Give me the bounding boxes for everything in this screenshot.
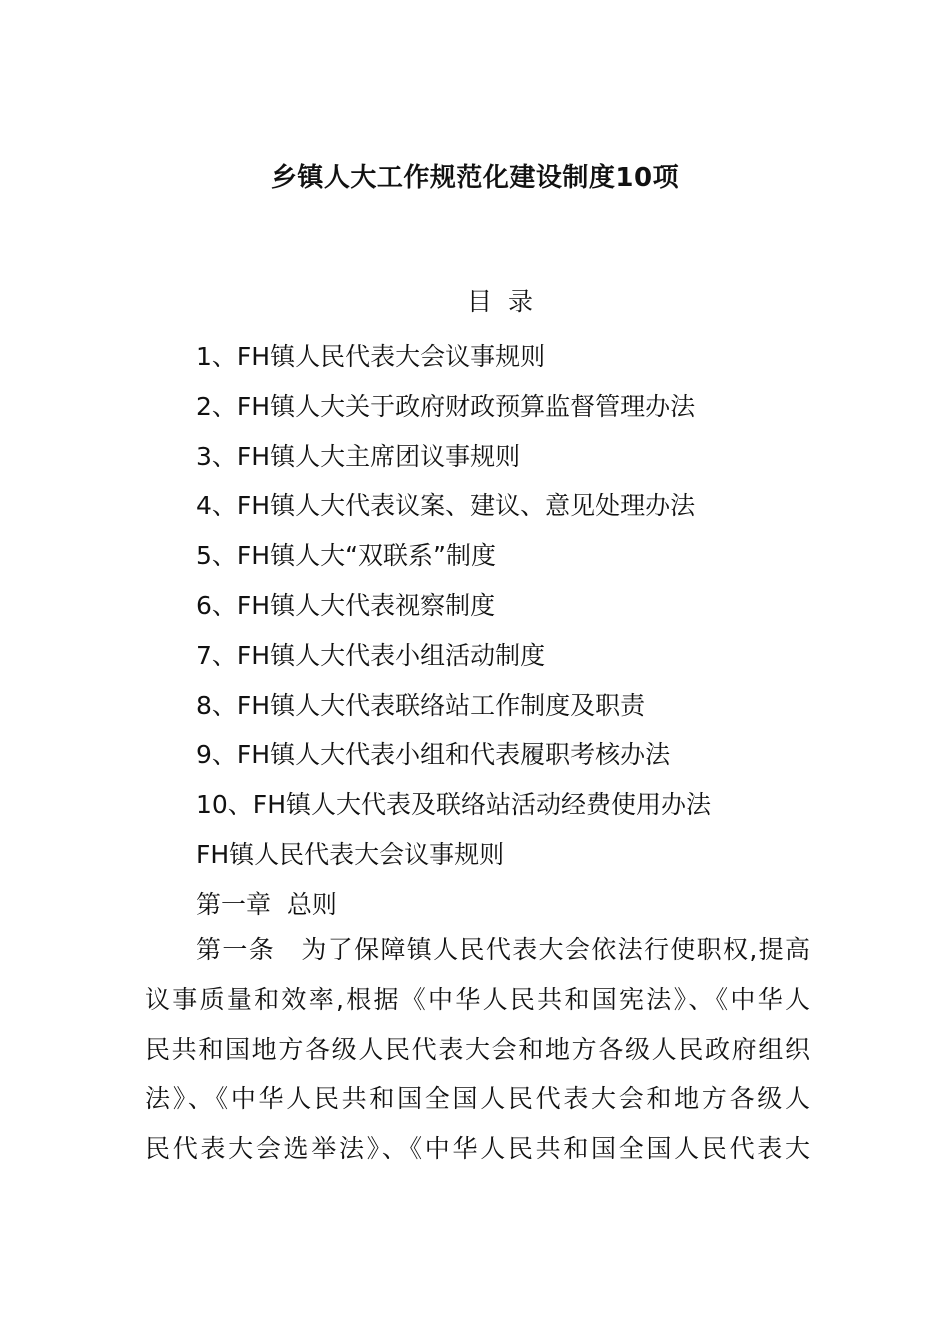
- paragraph-line: 第一条 为了保障镇人民代表大会依法行使职权,提高: [196, 935, 810, 964]
- toc-item: 3、FH镇人大主席团议事规则: [196, 441, 521, 471]
- toc-heading: 目 录: [467, 287, 533, 316]
- toc-item: 10、FH镇人大代表及联络站活动经费使用办法: [196, 790, 711, 820]
- section-title: FH镇人民代表大会议事规则: [196, 839, 505, 869]
- paragraph-line: 民代表大会选举法》、《中华人民共和国全国人民代表大: [145, 1134, 810, 1164]
- article-paragraph: [145, 925, 810, 1174]
- toc-item: 8、FH镇人大代表联络站工作制度及职责: [196, 690, 646, 720]
- paragraph-line: 议事质量和效率,根据《中华人民共和国宪法》、《中华人: [145, 984, 810, 1014]
- toc-item: 1、FH镇人民代表大会议事规则: [196, 342, 546, 371]
- toc-list: [196, 332, 816, 930]
- toc-item: 5、FH镇人大“双联系”制度: [196, 541, 496, 571]
- toc-item: 6、FH镇人大代表视察制度: [196, 590, 496, 620]
- toc-item: 2、FH镇人大关于政府财政预算监督管理办法: [196, 391, 696, 421]
- toc-item: 4、FH镇人大代表议案、建议、意见处理办法: [196, 491, 696, 521]
- document-title: 乡镇人大工作规范化建设制度10项: [270, 163, 680, 193]
- paragraph-line: 法》、《中华人民共和国全国人民代表大会和地方各级人: [145, 1084, 810, 1114]
- toc-item: 9、FH镇人大代表小组和代表履职考核办法: [196, 740, 671, 770]
- chapter-title: 第一章 总则: [196, 889, 337, 919]
- paragraph-line: 民共和国地方各级人民代表大会和地方各级人民政府组织: [145, 1034, 810, 1064]
- toc-item: 7、FH镇人大代表小组活动制度: [196, 640, 546, 670]
